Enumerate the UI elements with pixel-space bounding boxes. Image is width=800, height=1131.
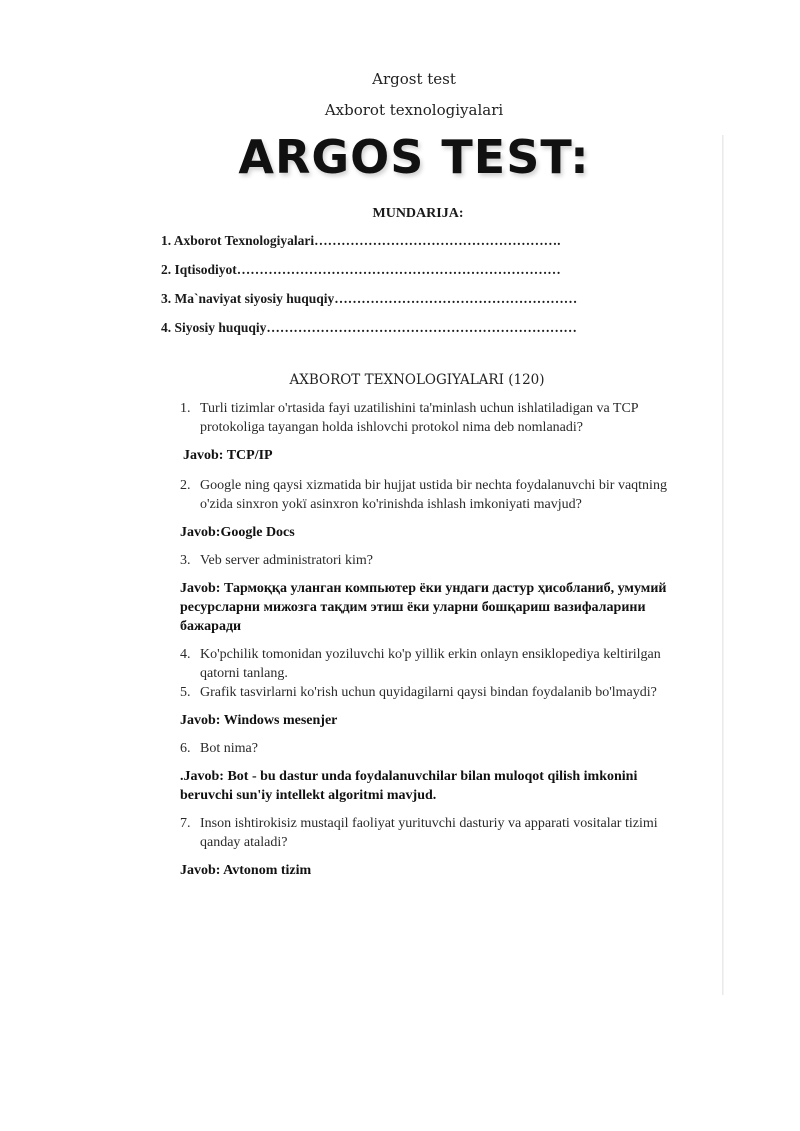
question-item: [180, 399, 670, 437]
question-item: [180, 683, 670, 702]
answer-text: .Javob: Bot - bu dastur unda foydalanuvchilar bilan muloqot qilish imkonini beruvchi sun'iy intellekt algoritmi mavjud.: [180, 769, 638, 803]
answer-text: Javob:Google Docs: [180, 525, 295, 540]
question-item: [180, 645, 670, 683]
answer-text: Javob: TCP/IP: [183, 448, 273, 463]
document-subtitle: Axborot texnologiyalari: [324, 101, 504, 119]
question-item: [180, 814, 670, 852]
question-number: 5.: [180, 685, 191, 700]
question-text: Ko'pchilik tomonidan yoziluvchi ko'p yillik erkin onlayn ensiklopediya keltirilgan qatorni tanlang.: [200, 647, 661, 681]
question-number: 1.: [180, 401, 191, 416]
question-number: 2.: [180, 478, 191, 493]
banner-heading: ARGOS TEST:: [238, 130, 590, 184]
question-number: 7.: [180, 816, 191, 831]
table-of-contents: [161, 233, 641, 349]
toc-item: 3. Ma`naviyat siyosiy huquqiy………………………………………………: [161, 291, 578, 306]
questions-content: [180, 399, 670, 880]
question-text: Turli tizimlar o'rtasida fayi uzatilishini ta'minlash uchun ishlatiladigan va TCP protokoliga tayangan holda ishlovchi protokol nima deb nomlanadi?: [200, 401, 639, 435]
question-number: 3.: [180, 553, 191, 568]
answer-text: Javob: Avtonom tizim: [180, 863, 312, 878]
toc-item: 4. Siyosiy huquqiy……………………………………………………………: [161, 320, 577, 335]
question-item: [180, 551, 670, 570]
question-item: [180, 476, 670, 514]
toc-item: 2. Iqtisodiyot………………………………………………………………: [161, 262, 561, 277]
question-text: Grafik tasvirlarni ko'rish uchun quyidagilarni qaysi bindan foydalanib bo'lmaydi?: [200, 685, 657, 700]
answer-text: Javob: Тармоққа уланган компьютер ёки ундаги дастур ҳисобланиб, умумий ресурсларни мижозга тақдим этиш ёки уларни бошқариш вазифаларини бажаради: [180, 581, 667, 634]
question-text: Google ning qaysi xizmatida bir hujjat ustida bir nechta foydalanuvchi bir vaqtning o'zida sinxron yokï asinxron ko'rinishda ishlash imkoniyati mavjud?: [200, 478, 667, 512]
question-number: 4.: [180, 647, 191, 662]
toc-item: 1. Axborot Texnologiyalari……………………………………………….: [161, 233, 561, 248]
answer-text: Javob: Windows mesenjer: [180, 713, 338, 728]
question-text: Bot nima?: [200, 741, 258, 756]
section-heading: AXBOROT TEXNOLOGIYALARI (120): [289, 372, 545, 388]
toc-title: MUNDARIJA:: [372, 206, 464, 221]
question-item: [180, 739, 670, 758]
question-number: 6.: [180, 741, 191, 756]
page-edge-shadow: [722, 135, 724, 995]
question-text: Inson ishtirokisiz mustaqil faoliyat yurituvchi dasturiy va apparati vositalar tizimi qanday ataladi?: [200, 816, 658, 850]
document-title: Argost test: [372, 70, 456, 88]
question-text: Veb server administratori kim?: [200, 553, 374, 568]
